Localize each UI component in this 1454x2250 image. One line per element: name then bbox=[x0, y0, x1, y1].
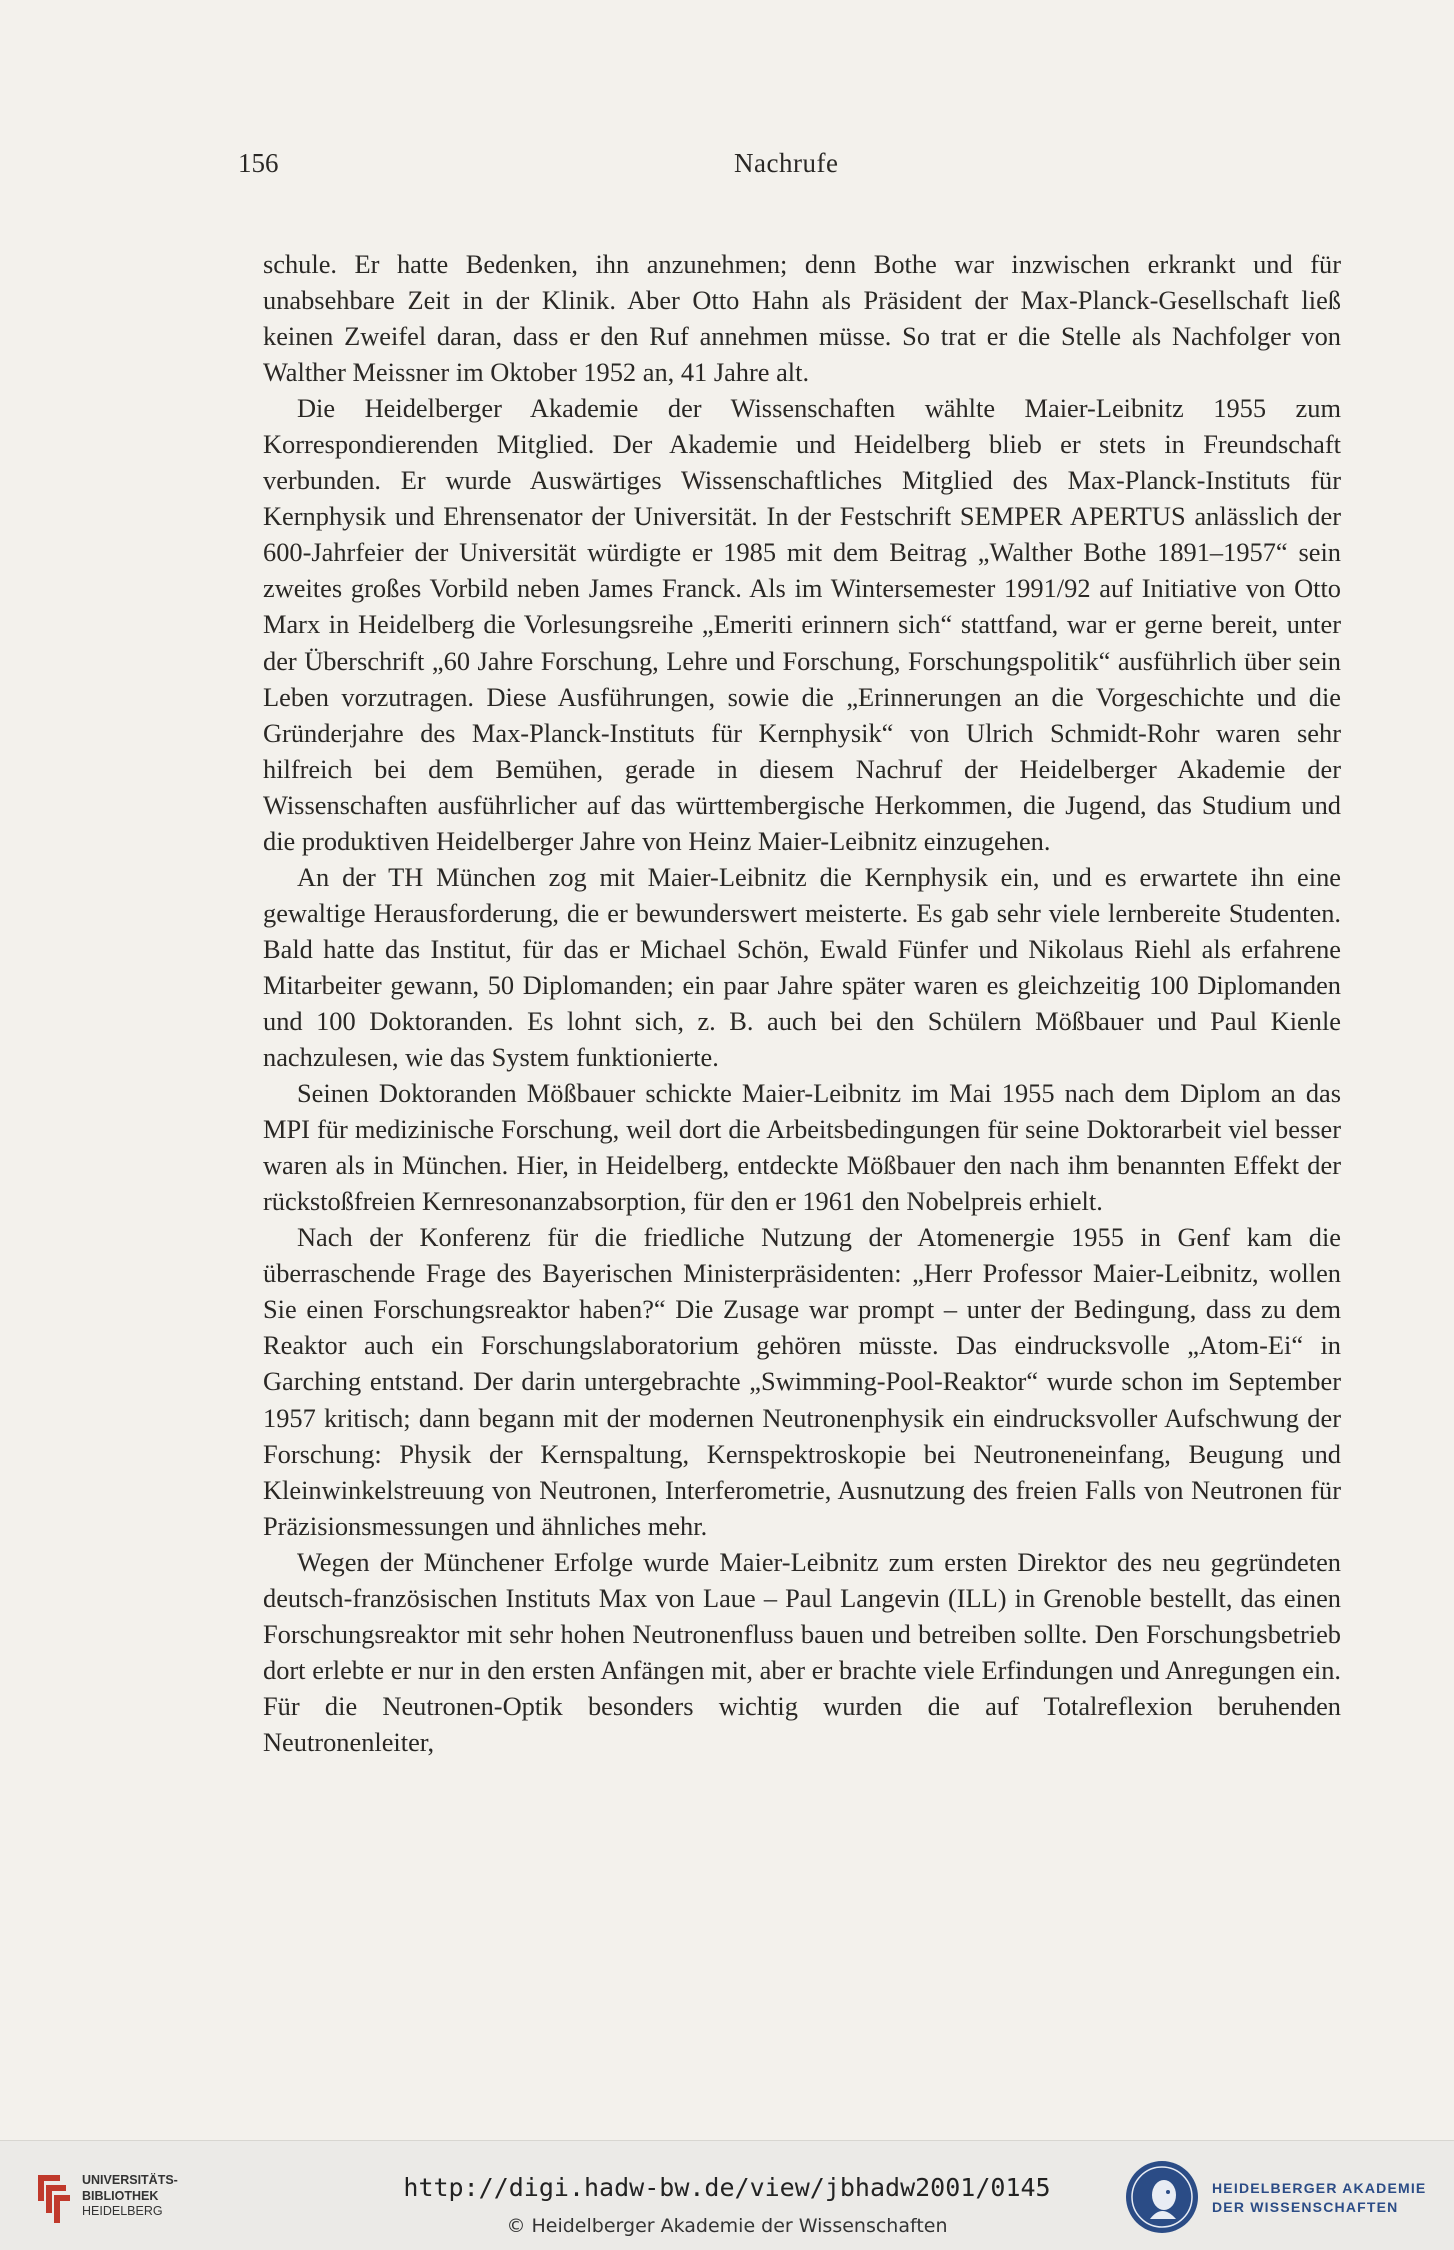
library-logo-line: UNIVERSITÄTS- bbox=[82, 2173, 178, 2187]
permalink-url[interactable]: http://digi.hadw-bw.de/view/jbhadw2001/0145 bbox=[403, 2173, 1051, 2202]
body-text bbox=[263, 246, 1341, 1760]
copyright-notice: © Heidelberger Akademie der Wissenschaften bbox=[506, 2215, 948, 2237]
paragraph: Wegen der Münchener Erfolge wurde Maier-Leibnitz zum ersten Direktor des neu gegründeten deutsch-französischen Instituts Max von Laue – Paul Langevin (ILL) in Grenoble bestellt, das einen Forschungsreaktor mit sehr hohen Neutronenfluss bauen und betreiben sollte. Den Forschungsbetrieb dort erlebte er nur in den ersten Anfängen mit, aber er brachte viele Erfindungen und Anregungen ein. Für die Neutronen-Optik besonders wichtig wurden die auf Totalreflexion beruhenden Neutronenleiter, bbox=[263, 1546, 1341, 1757]
section-title: Nachrufe bbox=[734, 148, 839, 178]
paragraph: schule. Er hatte Bedenken, ihn anzunehmen; denn Bothe war inzwischen erkrankt und für unabsehbare Zeit in der Klinik. Aber Otto Hahn als Präsident der Max-Planck-Gesellschaft ließ keinen Zweifel daran, dass er den Ruf annehmen müsse. So trat er die Stelle als Nachfolger von Walther Meissner im Oktober 1952 an, 41 Jahre alt. bbox=[263, 249, 1341, 388]
academy-logo-line: HEIDELBERGER AKADEMIE bbox=[1212, 2180, 1427, 2196]
paragraph: An der TH München zog mit Maier-Leibnitz die Kernphysik ein, und es erwartete ihn eine gewaltige Herausforderung, die er bewunderswert meisterte. Es gab sehr viele lernbereite Studenten. Bald hatte das Institut, für das er Michael Schön, Ewald Fünfer und Nikolaus Riehl als erfahrene Mitarbeiter gewann, 50 Diplomanden; ein paar Jahre später waren es gleichzeitig 100 Diplomanden und 100 Doktoranden. Es lohnt sich, z. B. auch bei den Schülern Mößbauer und Paul Kienle nachzulesen, wie das System funktionierte. bbox=[263, 861, 1341, 1073]
paragraph: Nach der Konferenz für die friedliche Nutzung der Atomenergie 1955 in Genf kam die überraschende Frage des Bayerischen Ministerpräsidenten: „Herr Professor Maier-Leibnitz, wollen Sie einen Forschungsreaktor haben?“ Die Zusage war prompt – unter der Bedingung, dass zu dem Reaktor auch ein Forschungslaboratorium gehören müsste. Das eindrucksvolle „Atom-Ei“ in Garching entstand. Der darin untergebrachte „Swimming-Pool-Reaktor“ wurde schon im September 1957 kritisch; dann begann mit der modernen Neutronenphysik ein eindrucksvoller Aufschwung der Forschung: Physik der Kernspaltung, Kernspektroskopie bei Neutroneneinfang, Beugung und Kleinwinkelstreuung von Neutronen, Interferometrie, Ausnutzung des freien Falls von Neutronen für Präzisionsmessungen und ähnliches mehr. bbox=[263, 1222, 1341, 1541]
academy-logo-line: DER WISSENSCHAFTEN bbox=[1212, 2199, 1399, 2215]
paragraph: Seinen Doktoranden Mößbauer schickte Maier-Leibnitz im Mai 1955 nach dem Diplom an das MPI für medizinische Forschung, weil dort die Arbeitsbedingungen für seine Doktorarbeit viel besser waren als in München. Hier, in Heidelberg, entdeckte Mößbauer den nach ihm benannten Effekt der rückstoßfreien Kernresonanzabsorption, für den er 1961 den Nobelpreis erhielt. bbox=[263, 1078, 1341, 1217]
academy-logo[interactable] bbox=[1124, 2159, 1444, 2239]
page-number: 156 bbox=[238, 148, 279, 178]
academy-logo-text bbox=[1212, 2179, 1426, 2217]
running-head bbox=[0, 148, 1454, 188]
paragraph: Die Heidelberger Akademie der Wissenschaften wählte Maier-Leibnitz 1955 zum Korrespondierenden Mitglied. Der Akademie und Heidelberg blieb er stets in Freundschaft verbunden. Er wurde Auswärtiges Wissenschaftliches Mitglied des Max-Planck-Instituts für Kernphysik und Ehrensenator der Universität. In der Festschrift SEMPER APERTUS anlässlich der 600-Jahrfeier der Universität würdigte er 1985 mit dem Beitrag „Walther Bothe 1891–1957“ sein zweites großes Vorbild neben James Franck. Als im Wintersemester 1991/92 auf Initiative von Otto Marx in Heidelberg die Vorlesungsreihe „Emeriti erinnern sich“ stattfand, war er gerne bereit, unter der Überschrift „60 Jahre Forschung, Lehre und Forschung, Forschungspolitik“ ausführlich über sein Leben vorzutragen. Diese Ausführungen, sowie die „Erinnerungen an die Vorgeschichte und die Gründerjahre des Max-Planck-Instituts für Kernphysik“ von Ulrich Schmidt-Rohr waren sehr hilfreich bei dem Bemühen, gerade in diesem Nachruf der Heidelberger Akademie der Wissenschaften ausführlicher auf das württembergische Herkommen, die Jugend, das Studium und die produktiven Heidelberger Jahre von Heinz Maier-Leibnitz einzugehen. bbox=[263, 393, 1341, 856]
footer-bar bbox=[0, 2140, 1454, 2250]
library-logo-line: HEIDELBERG bbox=[82, 2204, 163, 2218]
academy-seal-icon bbox=[1124, 2159, 1200, 2235]
library-logo-line: BIBLIOTHEK bbox=[82, 2188, 159, 2203]
